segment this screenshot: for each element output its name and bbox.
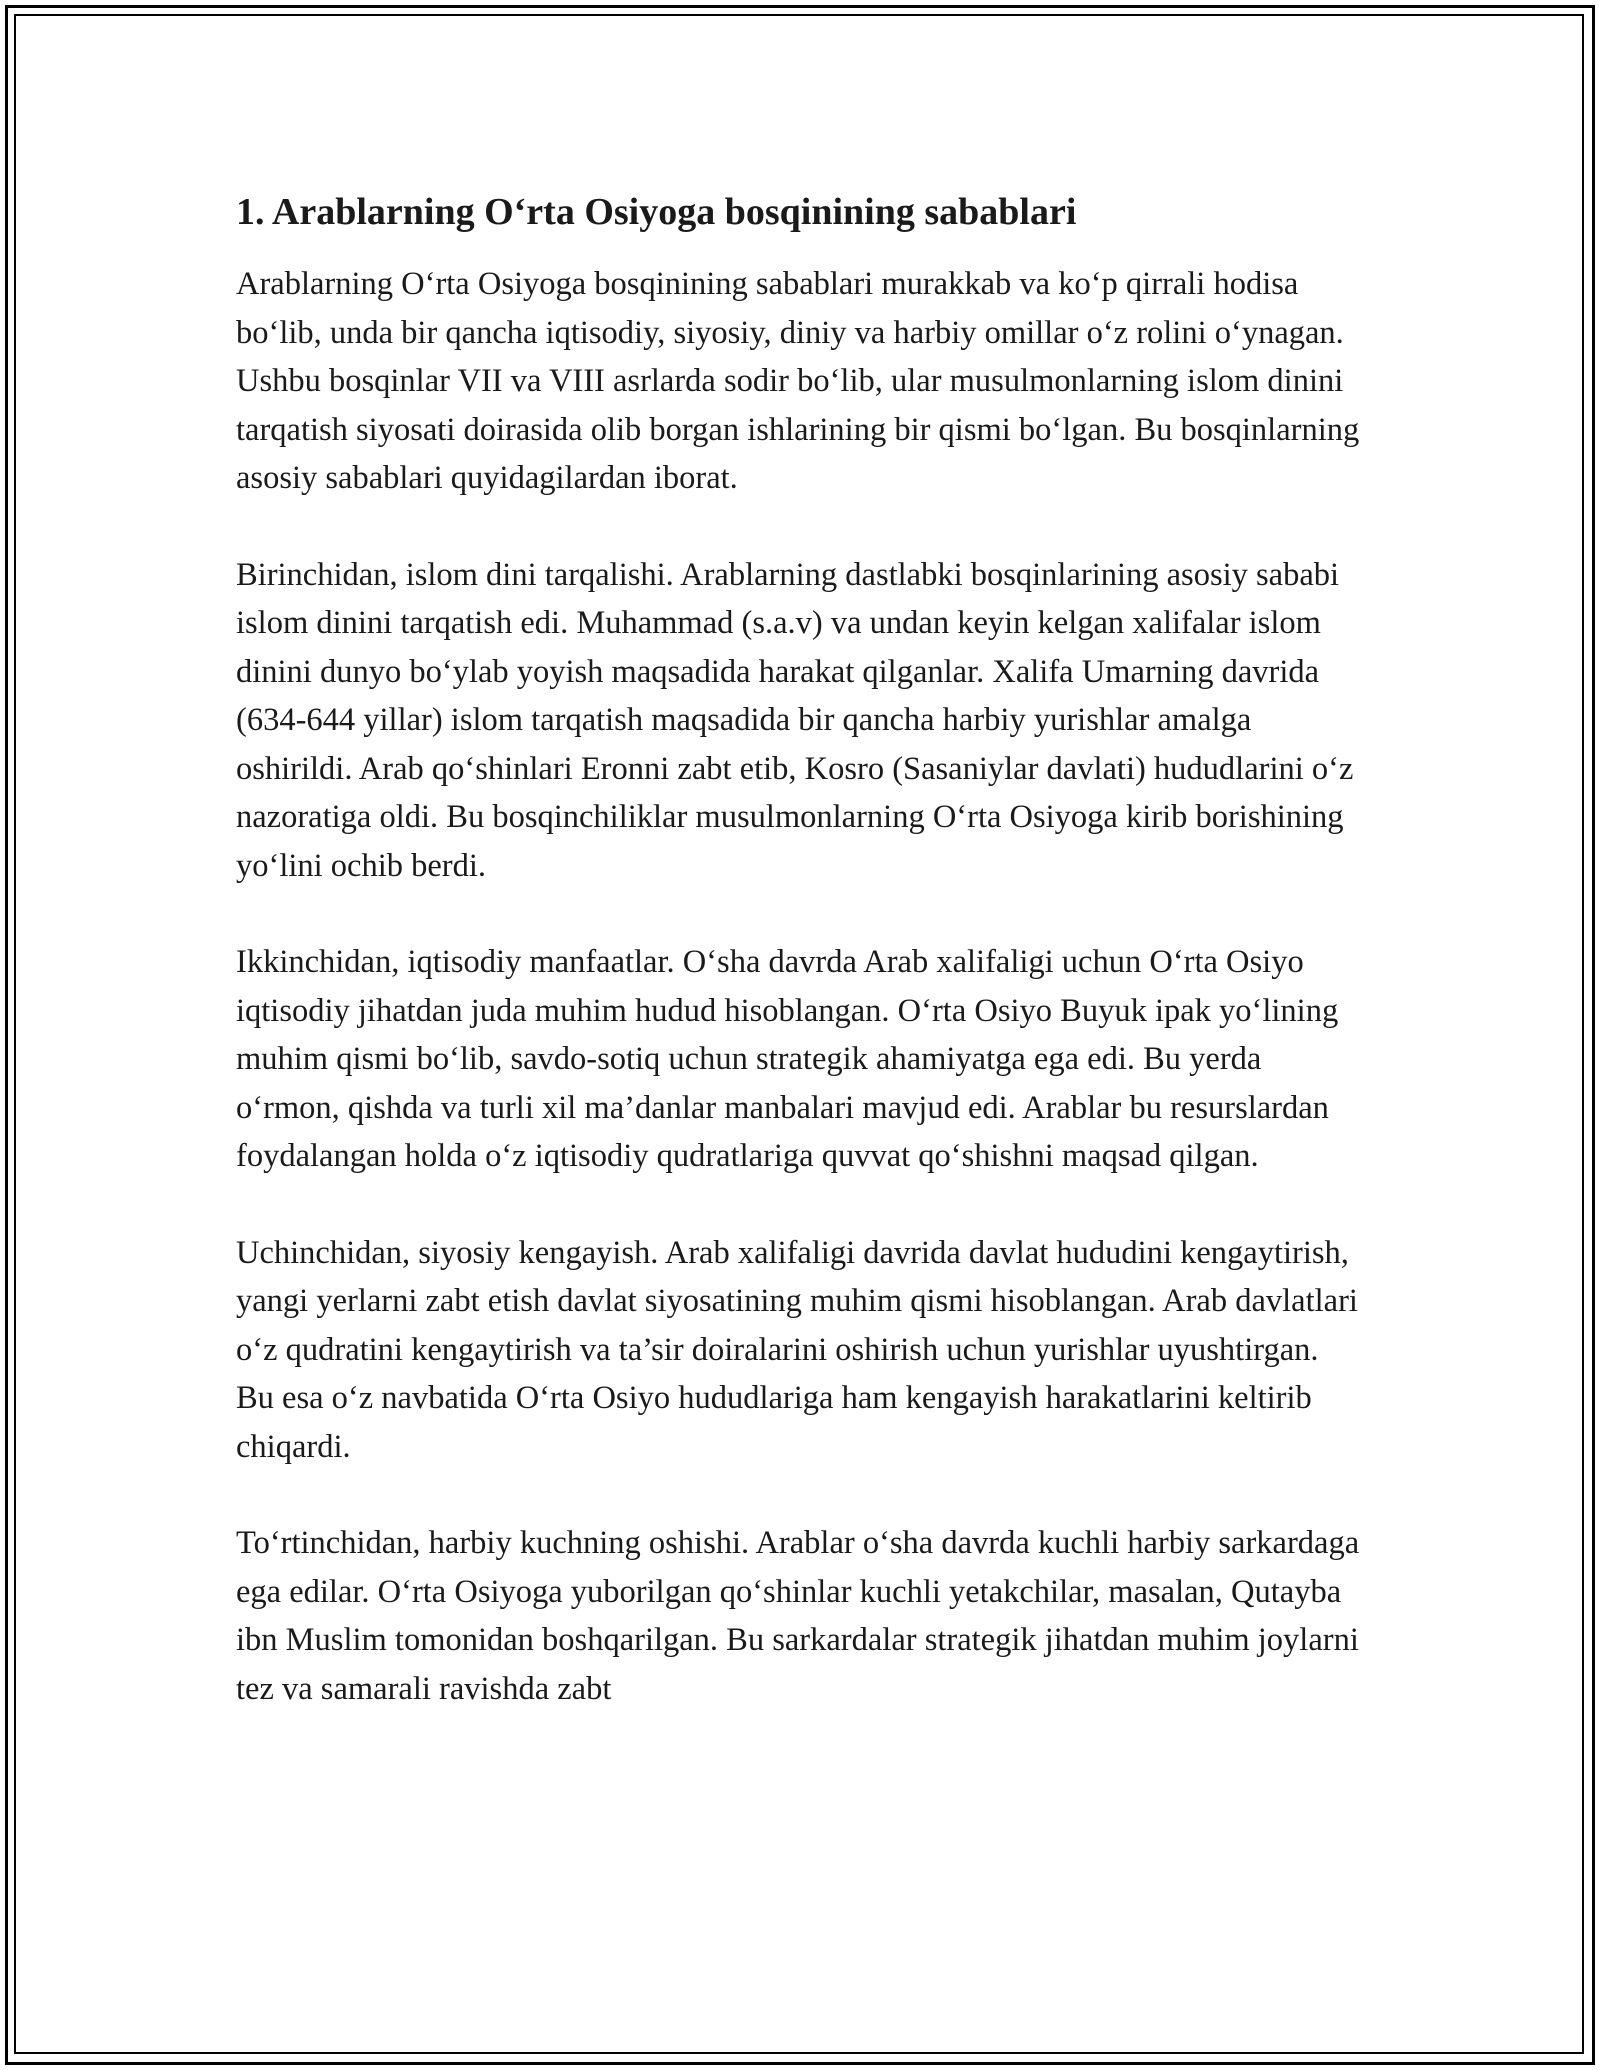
section-heading: 1. Arablarning O‘rta Osiyoga bosqinining sabablari [236,191,1077,233]
document-body [236,186,1364,1761]
paragraph-intro: Arablarning O‘rta Osiyoga bosqinining sabablari murakkab va ko‘p qirrali hodisa bo‘lib, unda bir qancha iqtisodiy, siyosiy, diniy va harbiy omillar o‘z rolini o‘ynagan. Ushbu bosqinlar VII va VIII asrlarda sodir bo‘lib, ular musulmonlarning islom dinini tarqatish siyosati doirasida olib borgan ishlarining bir qismi bo‘lgan. Bu bosqinlarning asosiy sabablari quyidagilardan iborat. [236,266,1360,496]
paragraph-third-reason: Uchinchidan, siyosiy kengayish. Arab xalifaligi davrida davlat hududini kengaytirish, yangi yerlarni zabt etish davlat siyosatining muhim qismi hisoblangan. Arab davlatlari o‘z qudratini kengaytirish va ta’sir doiralarini oshirish uchun yurishlar uyushtirgan. Bu esa o‘z navbatida O‘rta Osiyo hududlariga ham kengayish harakatlarini keltirib chiqardi. [236,1234,1358,1465]
paragraph-second-reason: Ikkinchidan, iqtisodiy manfaatlar. O‘sha davrda Arab xalifaligi uchun O‘rta Osiyo iqtisodiy jihatdan juda muhim hudud hisoblangan. O‘rta Osiyo Buyuk ipak yo‘lining muhim qismi bo‘lib, savdo-sotiq uchun strategik ahamiyatga ega edi. Bu yerda o‘rmon, qishda va turli xil ma’danlar manbalari mavjud edi. Arablar bu resurslardan foydalangan holda o‘z iqtisodiy qudratlariga quvvat qo‘shishni maqsad qilgan. [236,944,1339,1174]
paragraph-first-reason: Birinchidan, islom dini tarqalishi. Arablarning dastlabki bosqinlarining asosiy sababi islom dinini tarqatish edi. Muhammad (s.a.v) va undan keyin kelgan xalifalar islom dinini dunyo bo‘ylab yoyish maqsadida harakat qilganlar. Xalifa Umarning davrida (634-644 yillar) islom tarqatish maqsadida bir qancha harbiy yurishlar amalga oshirildi. Arab qo‘shinlari Eronni zabt etib, Kosro (Sasaniylar davlati) hududlarini o‘z nazoratiga oldi. Bu bosqinchiliklar musulmonlarning O‘rta Osiyoga kirib borishining yo‘lini ochib berdi. [236,556,1354,884]
paragraph-fourth-reason: To‘rtinchidan, harbiy kuchning oshishi. Arablar o‘sha davrda kuchli harbiy sarkardaga ega edilar. O‘rta Osiyoga yuborilgan qo‘shinlar kuchli yetakchilar, masalan, Qutayba ibn Muslim tomonidan boshqarilgan. Bu sarkardalar strategik jihatdan muhim joylarni tez va samarali ravishda zabt [236,1525,1360,1707]
